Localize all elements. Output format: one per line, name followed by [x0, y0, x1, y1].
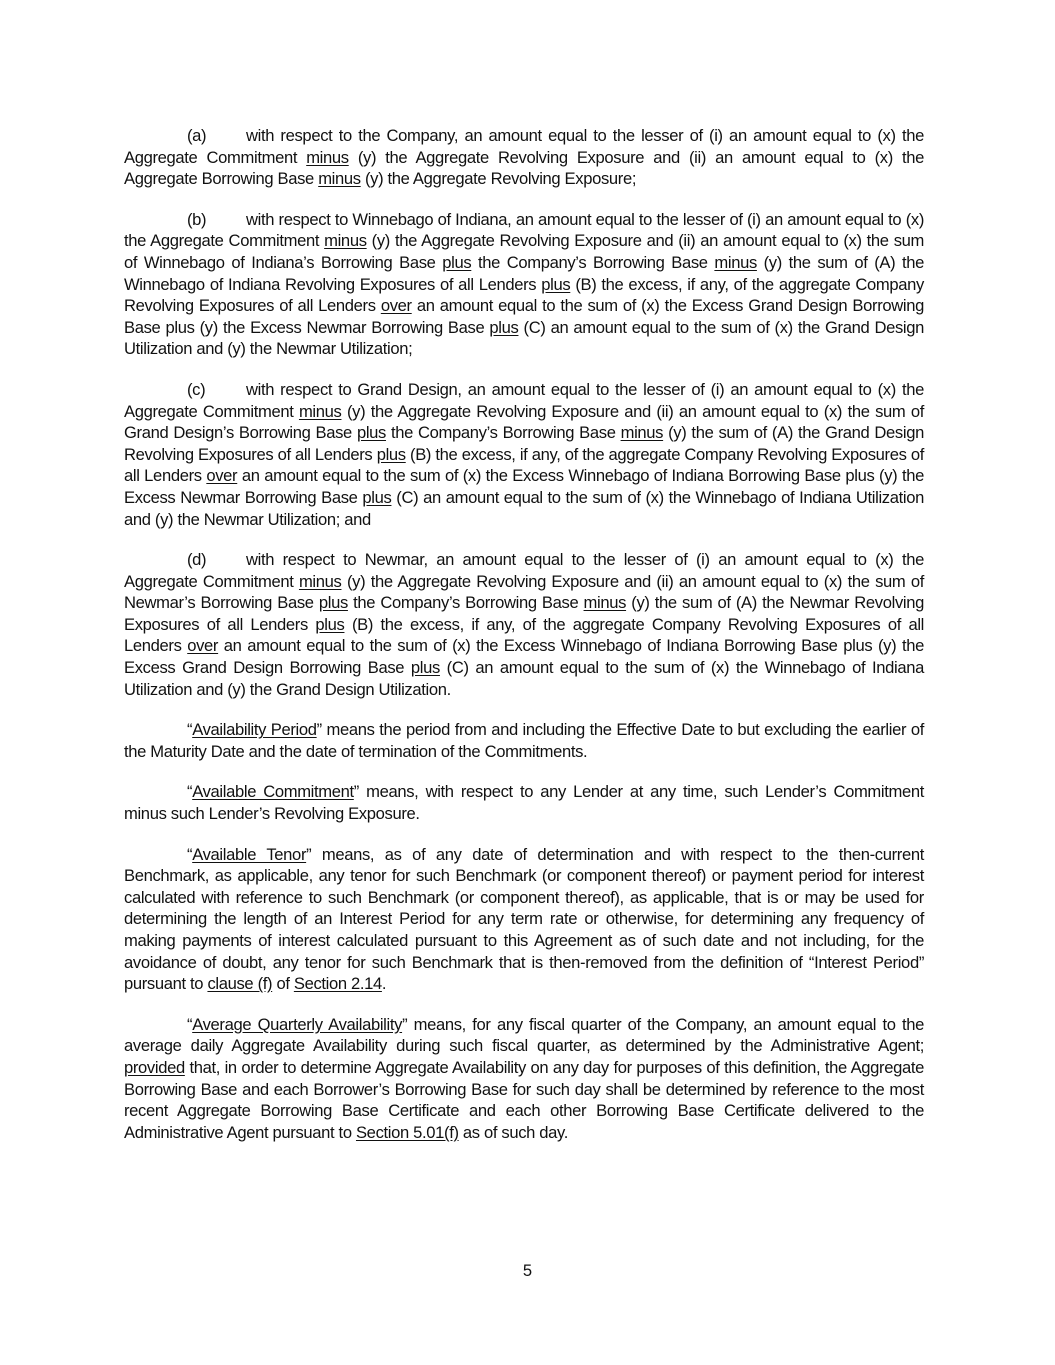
text-run: the Company’s Borrowing Base	[347, 593, 584, 613]
text-run: ” means, for any fiscal quarter of the Company, an amount equal to the average daily Aggregate Availability during such fiscal quarter, as determined by the Administrative Agent;	[124, 1014, 925, 1056]
clause-b	[124, 209, 924, 360]
underlined-term: Section 5.01(f)	[355, 1122, 459, 1142]
clause-d	[124, 549, 924, 700]
text-run: (B) the excess, if any, of the aggregate Company Revolving Exposures of all Lenders	[124, 444, 924, 486]
underlined-term: over	[206, 466, 238, 486]
text-run: an amount equal to the sum of (x) the Excess Winnebago of Indiana Borrowing Base plus (y) the Excess Newmar Borrowing Base	[124, 466, 924, 507]
underlined-term: over	[380, 296, 412, 316]
text-run: (y) the sum of (A) the Grand Design Revolving Exposures of all Lenders	[124, 423, 924, 464]
document-body	[124, 125, 924, 1162]
clause-label: (d)	[187, 550, 207, 570]
underlined-term: Available Tenor	[192, 844, 307, 864]
text-run: (y) the Aggregate Revolving Exposure and (ii) an amount equal to (x) the sum of Newmar’s Borrowing Base	[124, 571, 924, 613]
text-run: the Company’s Borrowing Base	[471, 252, 715, 272]
text-run: (y) the Aggregate Revolving Exposure and (ii) an amount equal to (x) the sum of Winnebago of Indiana’s Borrowing Base	[124, 231, 924, 272]
clause-text	[124, 380, 924, 529]
text-run: (B) the excess, if any, of the aggregate Company Revolving Exposures of all Lenders	[124, 274, 924, 316]
underlined-term: plus	[489, 317, 519, 337]
underlined-term: over	[187, 636, 219, 656]
clause-label: (a)	[187, 126, 207, 145]
underlined-term: Available Commitment	[192, 782, 354, 802]
text-run: “	[187, 720, 193, 740]
text-run: (y) the Aggregate Revolving Exposure and (ii) an amount equal to (x) the sum of Grand Design’s Borrowing Base	[124, 401, 924, 443]
text-run: with respect to Winnebago of Indiana, an amount equal to the lesser of (i) an amount equal to (x) the Aggregate Commitment	[124, 209, 924, 251]
text-run: (B) the excess, if any, of the aggregate Company Revolving Exposures of all Lenders	[124, 614, 925, 656]
underlined-term: provided	[124, 1057, 185, 1077]
text-run: (C) an amount equal to the sum of (x) the Winnebago of Indiana Utilization and (y) the Grand Design Utilization.	[124, 658, 924, 699]
text-run: “	[187, 1014, 193, 1034]
underlined-term: plus	[541, 274, 571, 294]
text-run: (y) the sum of (A) the Winnebago of Indiana Revolving Exposures of all Lenders	[124, 252, 924, 294]
text-run: “	[187, 782, 193, 802]
underlined-term: minus	[298, 401, 342, 421]
clause-text	[124, 210, 924, 359]
text-run: an amount equal to the sum of (x) the Excess Grand Design Borrowing Base plus (y) the Excess Newmar Borrowing Base	[124, 296, 924, 337]
clause-label: (b)	[187, 209, 207, 229]
underlined-term: plus	[318, 593, 348, 613]
underlined-term: minus	[583, 593, 627, 613]
definition-availability-period	[124, 719, 924, 762]
text-run: with respect to the Company, an amount equal to the lesser of (i) an amount equal to (x) the Aggregate Commitment	[124, 126, 924, 167]
text-run: with respect to Newmar, an amount equal to the lesser of (i) an amount equal to (x) the Aggregate Commitment	[124, 550, 924, 591]
underlined-term: plus	[376, 444, 406, 464]
clause-text	[124, 550, 924, 699]
underlined-term: Availability Period	[192, 720, 317, 740]
underlined-term: minus	[306, 147, 349, 167]
underlined-term: plus	[410, 658, 440, 678]
text-run: (C) an amount equal to the sum of (x) the Grand Design Utilization and (y) the Newmar Utilization;	[124, 317, 924, 359]
underlined-term: plus	[442, 252, 472, 272]
definition-available-commitment	[124, 781, 924, 824]
underlined-term: minus	[324, 231, 367, 251]
underlined-term: Average Quarterly Availability	[192, 1014, 403, 1034]
underlined-term: minus	[714, 252, 757, 272]
text-run: as of such day.	[458, 1122, 569, 1142]
text-run: “	[187, 844, 193, 864]
definition-available-tenor	[124, 844, 924, 995]
text-run: (y) the sum of (A) the Newmar Revolving Exposures of all Lenders	[124, 593, 924, 634]
underlined-term: plus	[315, 614, 345, 634]
text-run: of	[272, 974, 294, 994]
underlined-term: plus	[356, 423, 386, 443]
page-number: 5	[522, 1261, 533, 1280]
text-run: ” means, with respect to any Lender at any time, such Lender’s Commitment minus such Lender’s Revolving Exposure.	[124, 782, 924, 824]
text-run: that, in order to determine Aggregate Availability on any day for purposes of this definition, the Aggregate Borrowing Base and each Borrower’s Borrowing Base for such day shall be determined by reference to the most recent Aggregate Borrowing Base Certificate and each other Borrowing Base Certificate delivered to the Administrative Agent pursuant to	[124, 1057, 924, 1142]
text-run: (y) the Aggregate Revolving Exposure and (ii) an amount equal to (x) the Aggregate Borrowing Base	[124, 147, 924, 189]
text-run: with respect to Grand Design, an amount equal to the lesser of (i) an amount equal to (x) the Aggregate Commitment	[124, 379, 924, 421]
text-run: ” means, as of any date of determination and with respect to the then-current Benchmark, as applicable, any tenor for such Benchmark (or component thereof) or payment period for interest calculated with reference to such Benchmark (or component thereof), as applicable, that is or may be used for determining the length of an Interest Period for any term rate or otherwise, for determining any frequency of making payments of interest calculated pursuant to this Agreement as of such date and not including, for the avoidance of doubt, any tenor for such Benchmark that is then-removed from the definition of “Interest Period” pursuant to	[124, 844, 924, 994]
underlined-term: Section 2.14	[293, 974, 382, 994]
text-run: (C) an amount equal to the sum of (x) the Winnebago of Indiana Utilization and (y) the Newmar Utilization; and	[124, 487, 924, 529]
clause-c	[124, 379, 924, 530]
underlined-term: minus	[620, 423, 664, 443]
underlined-term: plus	[362, 487, 392, 507]
text-run: .	[381, 974, 387, 994]
clause-label: (c)	[187, 379, 206, 399]
text-run: the Company’s Borrowing Base	[385, 423, 621, 443]
underlined-term: minus	[298, 571, 342, 591]
text-run: an amount equal to the sum of (x) the Excess Winnebago of Indiana Borrowing Base plus (y) the Excess Grand Design Borrowing Base	[124, 636, 924, 678]
definition-average-quarterly-availability	[124, 1014, 924, 1144]
text-run: (y) the Aggregate Revolving Exposure;	[360, 169, 637, 189]
text-run: ” means the period from and including the Effective Date to but excluding the earlier of the Maturity Date and the date of termination of the Commitments.	[124, 720, 924, 761]
underlined-term: clause (f)	[207, 974, 273, 994]
underlined-term: minus	[318, 169, 361, 189]
clause-a	[124, 125, 924, 190]
